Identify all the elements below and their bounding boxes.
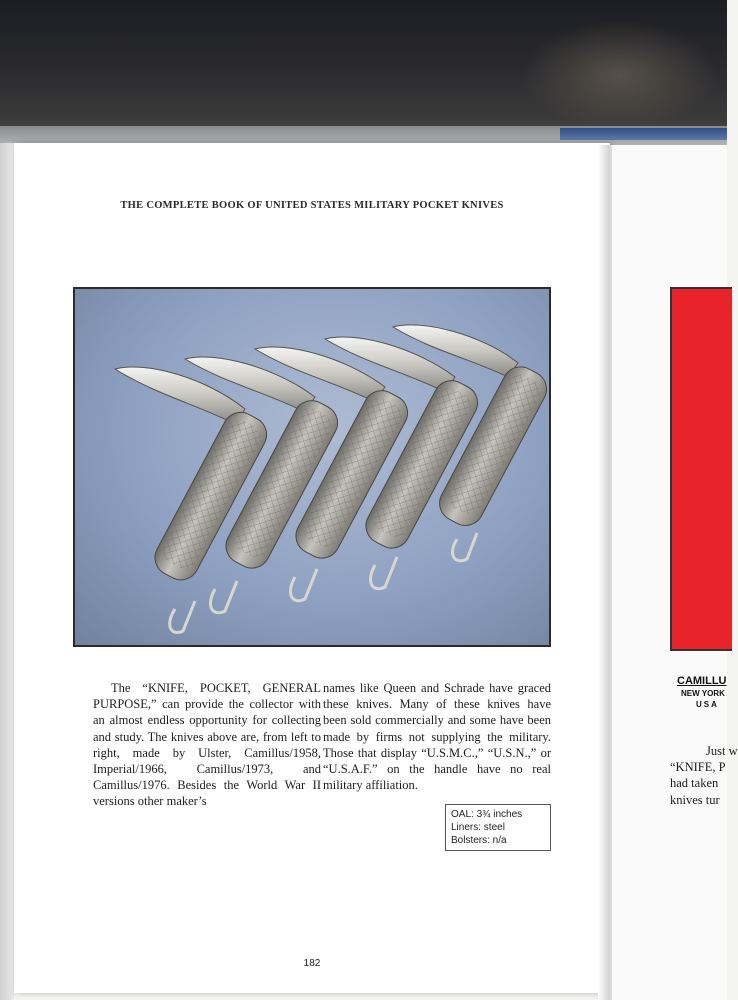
facing-line: had taken xyxy=(670,776,719,791)
facing-red-panel xyxy=(670,287,732,651)
page-number: 182 xyxy=(303,958,321,969)
facing-line: knives tur xyxy=(670,792,720,807)
spec-liners: Liners: steel xyxy=(451,822,505,833)
body-text-right: names like Queen and Schrade have graced these knives. Many of these knives have been sold commercially and some have been made by firms not supplying the military. Those that display “U.S.M.C.,” “U.S.N.,” or “U.S.A.F.” on the handle have no real military affiliation. xyxy=(323,681,551,793)
running-head: THE COMPLETE BOOK OF UNITED STATES MILITARY POCKET KNIVES xyxy=(120,200,504,211)
spec-box xyxy=(445,804,551,851)
facing-body-text xyxy=(670,743,738,808)
knives-photo xyxy=(73,287,551,647)
facing-location-line2: USA xyxy=(696,700,719,709)
facing-line: Just w xyxy=(706,744,738,758)
facing-brand: CAMILLU xyxy=(677,675,727,687)
facing-page xyxy=(612,145,738,1000)
facing-line: “KNIFE, P xyxy=(670,760,726,775)
book-top-blue-edge xyxy=(560,128,727,140)
background-glow xyxy=(520,20,720,130)
page-stack-edge xyxy=(0,143,14,1000)
knives-illustration xyxy=(75,289,549,645)
left-page xyxy=(14,143,610,993)
facing-location-line1: NEW YORK xyxy=(681,689,725,698)
spec-bolsters: Bolsters: n/a xyxy=(451,835,507,846)
spec-oal: OAL: 3¾ inches xyxy=(451,809,523,820)
body-text-left: The “KNIFE, POCKET, GENERAL PURPOSE,” can provide the collector with an almost endless opportunity for collecting and study. The knives above are, from left to right, made by Ulster, Camillus/1958, Imperial/1966, Camillus/1973, and Camillus/1976. Besides the World War II versions other maker’s xyxy=(93,681,321,809)
